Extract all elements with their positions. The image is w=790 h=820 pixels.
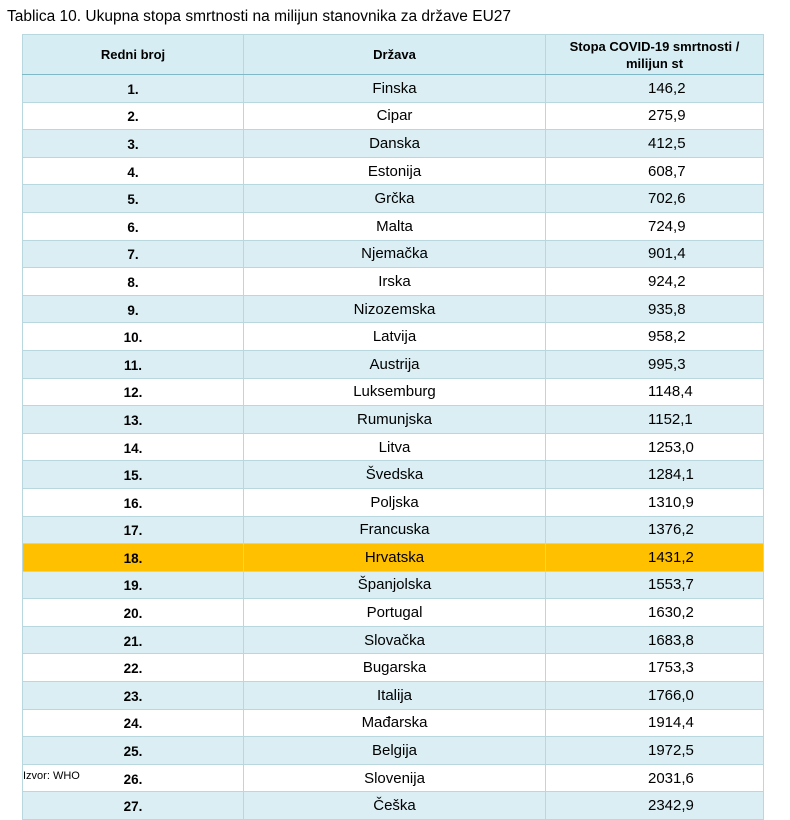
table-row [23, 488, 764, 516]
table-row [23, 378, 764, 406]
table-row [23, 268, 764, 296]
rank-cell: 23. [23, 682, 244, 710]
rate-cell: 1553,7 [546, 571, 764, 599]
table-row [23, 792, 764, 820]
country-cell: Bugarska [244, 654, 546, 682]
rank-cell: 27. [23, 792, 244, 820]
rank-cell: 10. [23, 323, 244, 351]
country-cell: Švedska [244, 461, 546, 489]
mortality-table [22, 34, 764, 820]
table-row-highlighted [23, 544, 764, 572]
rank-cell: 4. [23, 157, 244, 185]
table-row [23, 626, 764, 654]
table-row [23, 75, 764, 103]
rate-cell: 935,8 [546, 295, 764, 323]
rate-cell: 1152,1 [546, 406, 764, 434]
table-row [23, 571, 764, 599]
rank-cell: 21. [23, 626, 244, 654]
table-row [23, 295, 764, 323]
rate-cell: 1310,9 [546, 488, 764, 516]
rate-cell: 412,5 [546, 130, 764, 158]
rate-cell: 958,2 [546, 323, 764, 351]
rate-cell: 1753,3 [546, 654, 764, 682]
country-cell: Austrija [244, 350, 546, 378]
rate-cell: 275,9 [546, 102, 764, 130]
rate-cell: 702,6 [546, 185, 764, 213]
table-row [23, 185, 764, 213]
country-cell: Portugal [244, 599, 546, 627]
rank-cell: 26. [23, 764, 244, 792]
rank-cell: 24. [23, 709, 244, 737]
country-cell: Mađarska [244, 709, 546, 737]
rate-cell: 1431,2 [546, 544, 764, 572]
rate-cell: 1284,1 [546, 461, 764, 489]
rate-cell: 724,9 [546, 212, 764, 240]
header-rate-line2: milijun st [625, 55, 684, 71]
table-body [23, 75, 764, 820]
table-row [23, 654, 764, 682]
table-row [23, 212, 764, 240]
country-cell: Njemačka [244, 240, 546, 268]
table-caption: Tablica 10. Ukupna stopa smrtnosti na milijun stanovnika za države EU27 [7, 8, 512, 25]
country-cell: Francuska [244, 516, 546, 544]
rank-cell: 17. [23, 516, 244, 544]
rank-cell: 2. [23, 102, 244, 130]
rank-cell: 18. [23, 544, 244, 572]
rate-cell: 924,2 [546, 268, 764, 296]
country-cell: Belgija [244, 737, 546, 765]
country-cell: Rumunjska [244, 406, 546, 434]
table-row [23, 516, 764, 544]
country-cell: Litva [244, 433, 546, 461]
rank-cell: 15. [23, 461, 244, 489]
rate-cell: 901,4 [546, 240, 764, 268]
country-cell: Češka [244, 792, 546, 820]
table-row [23, 433, 764, 461]
country-cell: Irska [244, 268, 546, 296]
rank-cell: 3. [23, 130, 244, 158]
country-cell: Poljska [244, 488, 546, 516]
rank-cell: 12. [23, 378, 244, 406]
table-row [23, 406, 764, 434]
country-cell: Luksemburg [244, 378, 546, 406]
rate-cell: 1766,0 [546, 682, 764, 710]
country-cell: Malta [244, 212, 546, 240]
country-cell: Cipar [244, 102, 546, 130]
rank-cell: 14. [23, 433, 244, 461]
table-row [23, 709, 764, 737]
rate-cell: 1683,8 [546, 626, 764, 654]
table-row [23, 682, 764, 710]
rank-cell: 20. [23, 599, 244, 627]
table-header-row [23, 35, 764, 75]
rate-cell: 1972,5 [546, 737, 764, 765]
country-cell: Grčka [244, 185, 546, 213]
rate-cell: 1253,0 [546, 433, 764, 461]
table-row [23, 323, 764, 351]
rate-cell: 146,2 [546, 75, 764, 103]
rate-cell: 1914,4 [546, 709, 764, 737]
rank-cell: 1. [23, 75, 244, 103]
rank-cell: 19. [23, 571, 244, 599]
rank-cell: 7. [23, 240, 244, 268]
country-cell: Italija [244, 682, 546, 710]
rank-cell: 11. [23, 350, 244, 378]
source-note: Izvor: WHO [23, 770, 80, 782]
table-row [23, 599, 764, 627]
table-row [23, 350, 764, 378]
rank-cell: 8. [23, 268, 244, 296]
header-rank: Redni broj [23, 35, 244, 75]
country-cell: Slovačka [244, 626, 546, 654]
rate-cell: 2031,6 [546, 764, 764, 792]
country-cell: Finska [244, 75, 546, 103]
country-cell: Danska [244, 130, 546, 158]
country-cell: Hrvatska [244, 544, 546, 572]
rank-cell: 5. [23, 185, 244, 213]
table-row [23, 764, 764, 792]
rank-cell: 9. [23, 295, 244, 323]
rate-cell: 1148,4 [546, 378, 764, 406]
country-cell: Španjolska [244, 571, 546, 599]
country-cell: Nizozemska [244, 295, 546, 323]
table-row [23, 737, 764, 765]
header-country: Država [244, 35, 546, 75]
rank-cell: 6. [23, 212, 244, 240]
rate-cell: 995,3 [546, 350, 764, 378]
rank-cell: 16. [23, 488, 244, 516]
rank-cell: 25. [23, 737, 244, 765]
rate-cell: 608,7 [546, 157, 764, 185]
table-row [23, 157, 764, 185]
table-row [23, 130, 764, 158]
country-cell: Latvija [244, 323, 546, 351]
rate-cell: 1630,2 [546, 599, 764, 627]
country-cell: Slovenija [244, 764, 546, 792]
rate-cell: 1376,2 [546, 516, 764, 544]
rate-cell: 2342,9 [546, 792, 764, 820]
header-rate-line1: Stopa COVID-19 smrtnosti / [569, 38, 740, 54]
table-row [23, 461, 764, 489]
rank-cell: 22. [23, 654, 244, 682]
table-row [23, 240, 764, 268]
rank-cell: 13. [23, 406, 244, 434]
header-rate [546, 35, 764, 75]
country-cell: Estonija [244, 157, 546, 185]
table-row [23, 102, 764, 130]
